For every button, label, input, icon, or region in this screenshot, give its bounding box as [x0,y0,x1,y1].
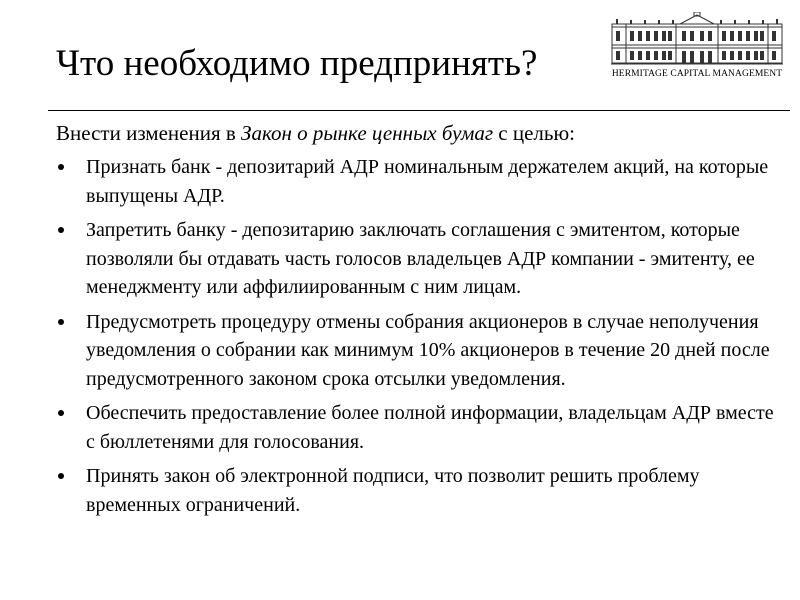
list-item [0,308,790,394]
building-icon [610,12,784,66]
list-item [0,462,790,519]
logo-text: HERMITAGE CAPITAL MANAGEMENT [611,69,783,79]
bullet-dot-icon [58,473,64,479]
bullet-dot-icon [58,410,64,416]
bullet-text: Запретить банку - депозитарию заключать соглашения с эмитентом, которые позволяли бы отдавать часть голосов владельцев АДР компании - эмитенту, ее менеджменту или аффилиированным с ним лицам. [86,219,755,298]
intro-line [56,120,575,146]
list-item [0,216,790,302]
list-item [0,399,790,456]
bullet-list [0,153,790,525]
list-item [0,153,790,210]
law-name: Закон о рынке ценных бумаг [241,121,494,145]
bullet-text: Признать банк - депозитарий АДР номинальным держателем акций, на которые выпущены АДР. [86,156,769,207]
company-logo [604,12,790,86]
intro-prefix: Внести изменения в [56,121,242,145]
bullet-text: Принять закон об электронной подписи, что позволит решить проблему временных ограничений. [86,465,700,516]
bullet-text: Обеспечить предоставление более полной информации, владельцам АДР вместе с бюллетенями для голосования. [86,402,774,453]
intro-suffix: с целью: [493,121,576,145]
slide-title: Что необходимо предпринять? [56,43,538,84]
title-divider [48,110,790,111]
bullet-dot-icon [58,227,64,233]
bullet-dot-icon [58,164,64,170]
bullet-dot-icon [58,319,64,325]
bullet-text: Предусмотреть процедуру отмены собрания акционеров в случае неполучения уведомления о собрании как минимум 10% акционеров в течение 20 дней после предусмотренного законом срока отсылки уведомления. [86,310,770,390]
